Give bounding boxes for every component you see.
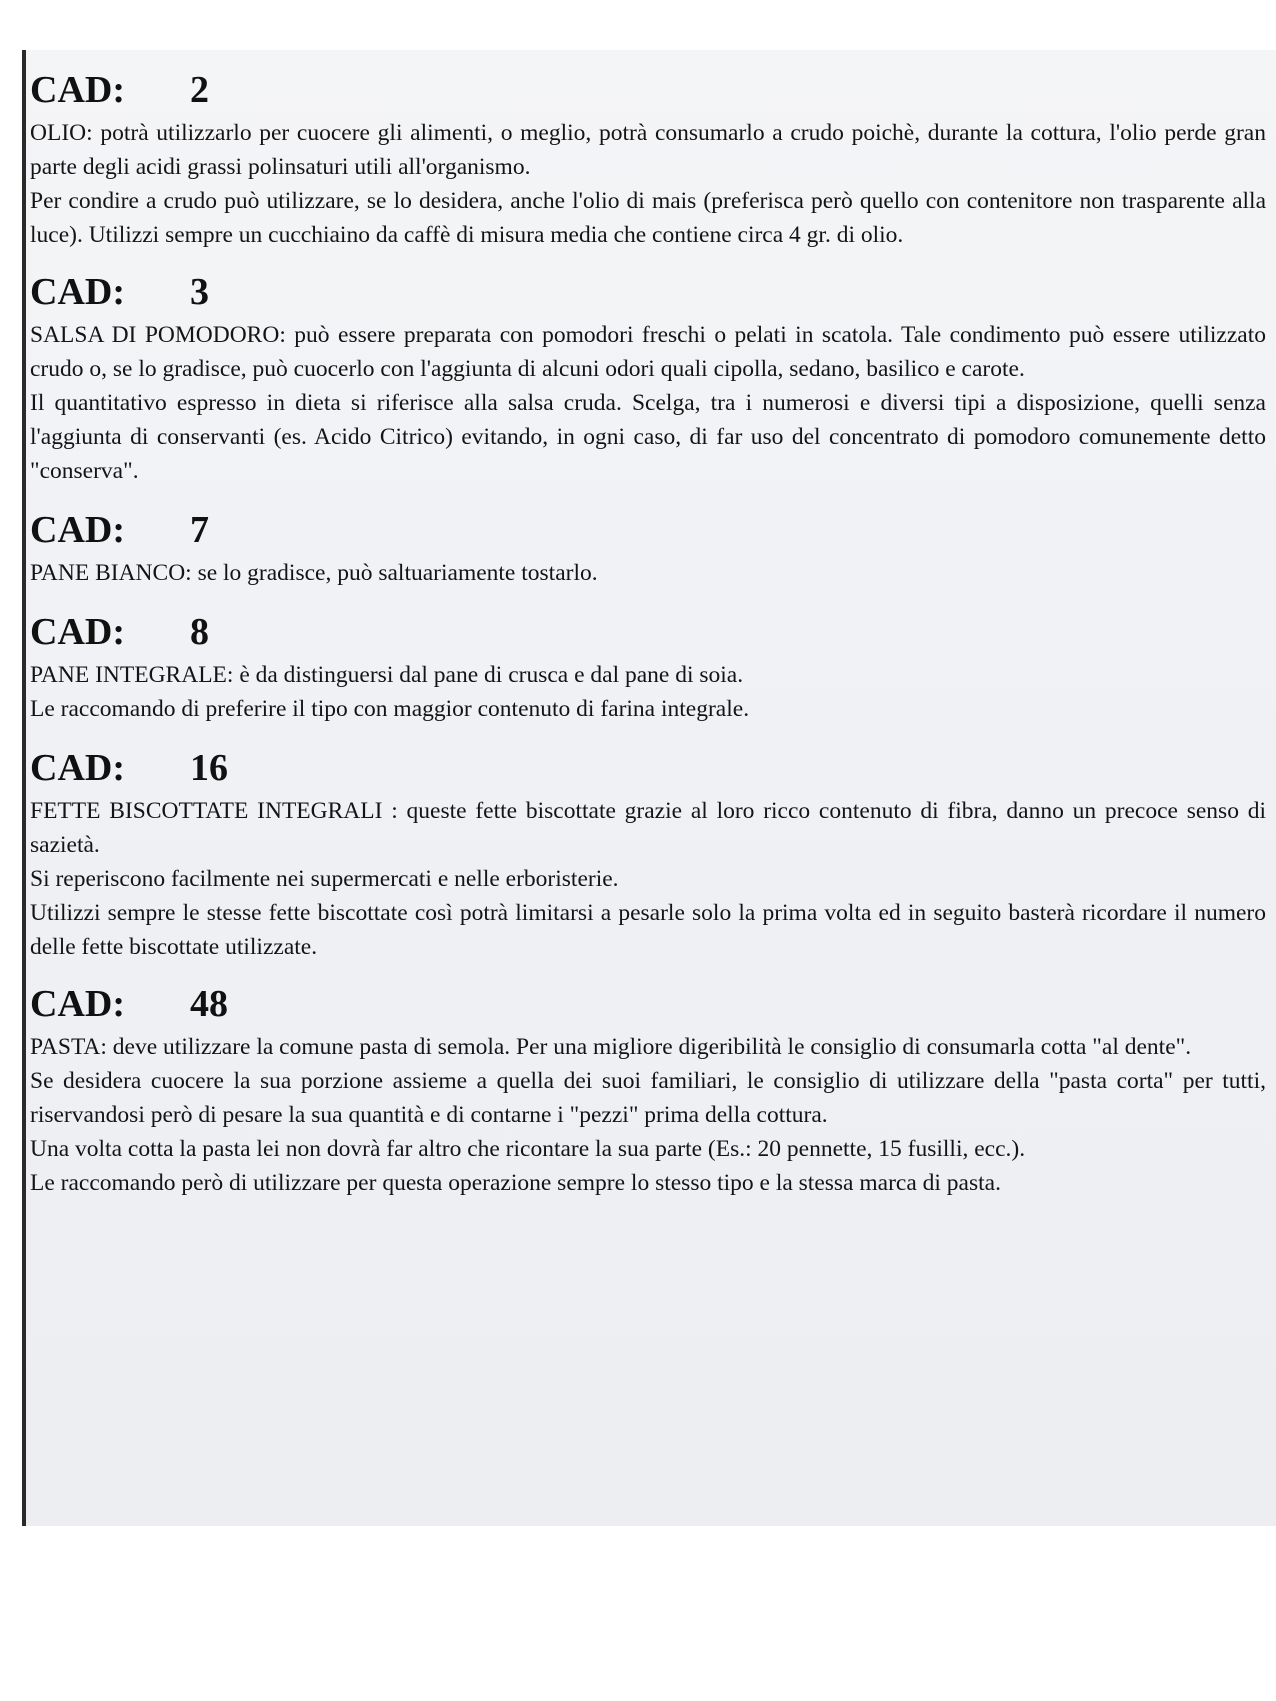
cad-heading (30, 748, 1266, 788)
paragraph: OLIO: potrà utilizzarlo per cuocere gli alimenti, o meglio, potrà consumarlo a crudo poichè, durante la cottura, l'olio perde gran parte degli acidi grassi polinsaturi utili all'organismo. (30, 120, 1266, 180)
paragraph: PASTA: deve utilizzare la comune pasta di semola. Per una migliore digeribilità le consiglio di consumarla cotta "al dente". (30, 1034, 1192, 1060)
paragraph: PANE INTEGRALE: è da distinguersi dal pane di crusca e dal pane di soia. (30, 662, 744, 688)
cad-section-16 (30, 748, 1266, 964)
cad-heading (30, 70, 1266, 110)
cad-section-2 (30, 70, 1266, 252)
cad-section-3 (30, 272, 1266, 488)
cad-heading (30, 984, 1266, 1024)
cad-label: CAD: (30, 983, 125, 1025)
cad-label: CAD: (30, 271, 125, 313)
paragraph: Le raccomando di preferire il tipo con maggior contenuto di farina integrale. (30, 696, 750, 722)
cad-number: 3 (190, 271, 209, 313)
document-body (30, 70, 1266, 1200)
paragraph: Se desidera cuocere la sua porzione assieme a quella dei suoi familiari, le consiglio di utilizzare della "pasta corta" per tutti, riservandosi però di pesare la sua quantità e di contarne i "pezzi" prima della cottura. (30, 1068, 1266, 1128)
cad-number: 8 (190, 611, 209, 653)
paragraph: FETTE BISCOTTATE INTEGRALI : queste fette biscottate grazie al loro ricco contenuto di fibra, danno un precoce senso di sazietà. (30, 798, 1266, 858)
cad-heading (30, 612, 1266, 652)
cad-number: 48 (190, 983, 228, 1025)
cad-heading (30, 272, 1266, 312)
cad-number: 7 (190, 509, 209, 551)
cad-number: 16 (190, 747, 228, 789)
cad-label: CAD: (30, 611, 125, 653)
paragraph: Si reperiscono facilmente nei supermercati e nelle erboristerie. (30, 866, 619, 892)
cad-label: CAD: (30, 509, 125, 551)
cad-section-7 (30, 510, 1266, 590)
scanned-page (22, 50, 1276, 1526)
paragraph: Le raccomando però di utilizzare per questa operazione sempre lo stesso tipo e la stessa marca di pasta. (30, 1170, 1001, 1196)
cad-label: CAD: (30, 69, 125, 111)
paragraph: SALSA DI POMODORO: può essere preparata con pomodori freschi o pelati in scatola. Tale condimento può essere utilizzato crudo o, se lo gradisce, può cuocerlo con l'aggiunta di alcuni odori quali cipolla, sedano, basilico e carote. (30, 322, 1266, 382)
cad-heading (30, 510, 1266, 550)
paragraph: Utilizzi sempre le stesse fette biscottate così potrà limitarsi a pesarle solo la prima volta ed in seguito basterà ricordare il numero delle fette biscottate utilizzate. (30, 900, 1266, 960)
cad-section-48 (30, 984, 1266, 1200)
cad-number: 2 (190, 69, 209, 111)
paragraph: PANE BIANCO: se lo gradisce, può saltuariamente tostarlo. (30, 560, 598, 586)
paragraph: Per condire a crudo può utilizzare, se lo desidera, anche l'olio di mais (preferisca però quello con contenitore non trasparente alla luce). Utilizzi sempre un cucchiaino da caffè di misura media che contiene circa 4 gr. di olio. (30, 188, 1266, 248)
cad-section-8 (30, 612, 1266, 726)
paragraph: Il quantitativo espresso in dieta si riferisce alla salsa cruda. Scelga, tra i numerosi e diversi tipi a disposizione, quelli senza l'aggiunta di conservanti (es. Acido Citrico) evitando, in ogni caso, di far uso del concentrato di pomodoro comunemente detto "conserva". (30, 390, 1266, 484)
paragraph: Una volta cotta la pasta lei non dovrà far altro che ricontare la sua parte (Es.: 20 pennette, 15 fusilli, ecc.). (30, 1136, 1026, 1162)
cad-label: CAD: (30, 747, 125, 789)
